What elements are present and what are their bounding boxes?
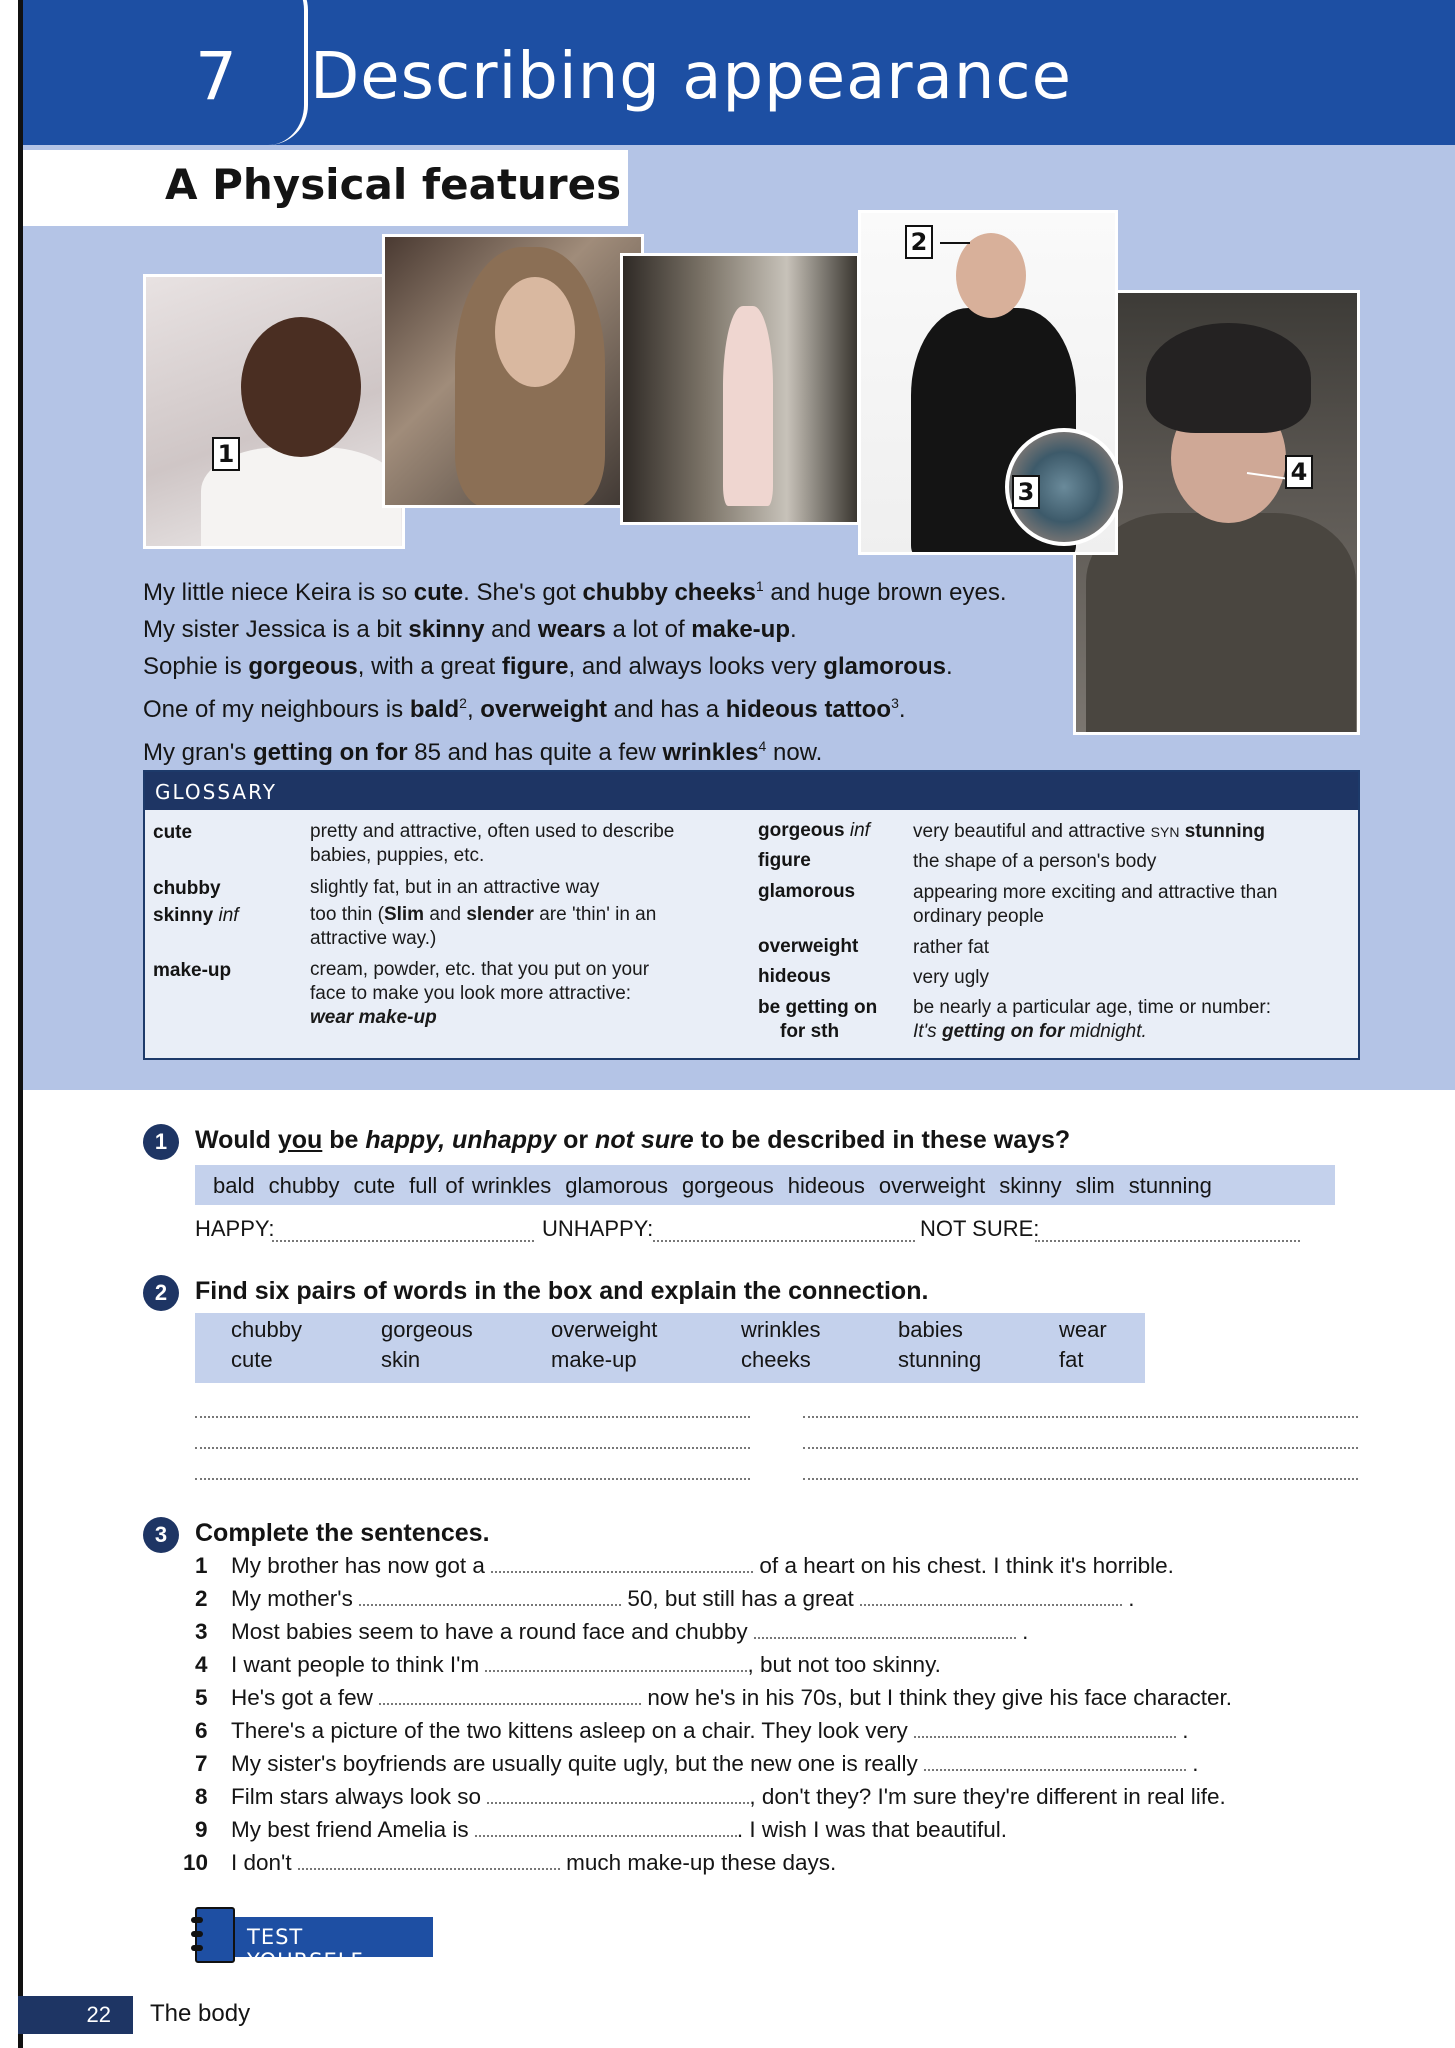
- test-yourself-button[interactable]: TEST YOURSELF: [235, 1917, 433, 1957]
- sentence-blank[interactable]: [475, 1819, 737, 1837]
- word: babies: [898, 1317, 963, 1342]
- label-happy: HAPPY:: [195, 1216, 275, 1241]
- glossary-term: overweight: [758, 936, 859, 957]
- sentence-blank[interactable]: [298, 1852, 560, 1870]
- word: stunning: [1128, 1173, 1212, 1198]
- glossary-term: cute: [153, 822, 193, 843]
- section-a-title: A Physical features: [165, 160, 622, 209]
- description-line: My gran's getting on for 85 and has quite a few wrinkles$^4$ now.: [143, 738, 823, 766]
- footer-section-label: The body: [150, 2000, 251, 2027]
- word: overweight: [878, 1173, 986, 1198]
- exercise-2-word-box: [195, 1313, 1145, 1383]
- exercise-2-title: Find six pairs of words in the box and explain the connection.: [195, 1277, 929, 1305]
- label-not-sure: NOT SURE:: [920, 1216, 1040, 1241]
- photo-glamorous-woman: [620, 253, 860, 525]
- exercise-3-number: 3: [143, 1517, 179, 1553]
- description-line: My sister Jessica is a bit skinny and wears a lot of make-up.: [143, 616, 797, 643]
- word: skinny: [999, 1173, 1062, 1198]
- word: bald: [213, 1173, 255, 1198]
- answer-line[interactable]: [195, 1447, 750, 1449]
- glossary-def: the shape of a person's body: [913, 851, 1157, 872]
- word: slim: [1075, 1173, 1115, 1198]
- sentence-blank[interactable]: [487, 1786, 749, 1804]
- sentence-blank[interactable]: [860, 1588, 1122, 1606]
- word: wrinkles: [741, 1317, 821, 1342]
- word: overweight: [551, 1317, 658, 1342]
- glossary-def: very beautiful and attractive SYN stunning: [913, 821, 1265, 842]
- word: stunning: [898, 1347, 982, 1372]
- glossary-term: skinny inf: [153, 905, 239, 926]
- word: gorgeous: [381, 1317, 473, 1342]
- answer-line[interactable]: [803, 1447, 1358, 1449]
- sentence-blank[interactable]: [924, 1753, 1186, 1771]
- sentence-9: 9 My best friend Amelia is . I wish I was that beautiful.: [195, 1817, 1007, 1842]
- sentence-blank[interactable]: [379, 1687, 641, 1705]
- glossary-def: rather fat: [913, 937, 990, 958]
- glossary-box: [143, 770, 1360, 1060]
- word: gorgeous: [682, 1173, 774, 1198]
- glossary-def: pretty and attractive, often used to describe babies, puppies, etc.: [310, 821, 675, 866]
- sentence-blank[interactable]: [754, 1621, 1016, 1639]
- word: cheeks: [741, 1347, 811, 1372]
- pointer-line: [940, 242, 970, 244]
- description-text: [143, 568, 1083, 771]
- glossary-term: chubby: [153, 878, 221, 899]
- word: hideous: [787, 1173, 865, 1198]
- glossary-heading: GLOSSARY: [145, 772, 1358, 810]
- sentence-blank[interactable]: [485, 1654, 747, 1672]
- glossary-def: too thin (Slim and slender are 'thin' in an attractive way.): [310, 904, 657, 949]
- exercise-1-title: Would you be happy, unhappy or not sure to be described in these ways?: [195, 1126, 1071, 1154]
- exercise-1-word-box: [195, 1165, 1335, 1205]
- word: cute: [231, 1347, 273, 1372]
- glossary-term: glamorous: [758, 881, 856, 902]
- photo-label-1: 1: [212, 437, 240, 471]
- page-number: 22: [18, 1996, 133, 2034]
- sentence-blank[interactable]: [359, 1588, 621, 1606]
- sentence-blank[interactable]: [491, 1555, 753, 1573]
- description-line: My little niece Keira is so cute. She's got chubby cheeks$^1$ and huge brown eyes.: [143, 578, 1007, 606]
- sentence-1: 1 My brother has now got a of a heart on his chest. I think it's horrible.: [195, 1553, 1174, 1578]
- photo-label-2: 2: [905, 225, 933, 259]
- word: skin: [381, 1347, 421, 1372]
- word: fat: [1059, 1347, 1084, 1372]
- glossary-term: make-up: [153, 960, 232, 981]
- photo-label-3: 3: [1012, 475, 1040, 509]
- word: full of wrinkles: [409, 1173, 552, 1198]
- photo-baby: [143, 274, 405, 549]
- word: wear: [1059, 1317, 1107, 1342]
- sentence-3: 3 Most babies seem to have a round face and chubby .: [195, 1619, 1029, 1644]
- word-list: [213, 1173, 1226, 1199]
- unit-title: Describing appearance: [310, 40, 1072, 114]
- sentence-10: 10 I don't much make-up these days.: [183, 1850, 837, 1875]
- answer-line[interactable]: [195, 1416, 750, 1418]
- sentence-blank[interactable]: [914, 1720, 1176, 1738]
- answer-line[interactable]: [195, 1478, 750, 1480]
- glossary-term: figure: [758, 850, 811, 871]
- word: chubby: [268, 1173, 340, 1198]
- answer-line-unhappy[interactable]: [653, 1240, 915, 1242]
- description-line: One of my neighbours is bald$^2$, overweight and has a hideous tattoo$^3$.: [143, 695, 906, 723]
- exercise-2-number: 2: [143, 1275, 179, 1311]
- word: chubby: [231, 1317, 302, 1342]
- answer-line-happy[interactable]: [272, 1240, 534, 1242]
- glossary-def: cream, powder, etc. that you put on your face to make you look more attractive: wear make-up: [310, 959, 650, 1028]
- answer-line[interactable]: [803, 1416, 1358, 1418]
- sentence-6: 6 There's a picture of the two kittens asleep on a chair. They look very .: [195, 1718, 1189, 1743]
- word: make-up: [551, 1347, 637, 1372]
- sentence-8: 8 Film stars always look so , don't they? I'm sure they're different in real life.: [195, 1784, 1226, 1809]
- header-bracket: [268, 0, 308, 145]
- glossary-def: slightly fat, but in an attractive way: [310, 877, 600, 898]
- word: cute: [353, 1173, 396, 1198]
- description-line: Sophie is gorgeous, with a great figure, and always looks very glamorous.: [143, 653, 953, 680]
- photo-woman-makeup: [382, 234, 644, 508]
- glossary-def: be nearly a particular age, time or number: It's getting on for midnight.: [913, 997, 1272, 1042]
- photo-label-4: 4: [1285, 455, 1313, 489]
- sentence-4: 4 I want people to think I'm , but not too skinny.: [195, 1652, 941, 1677]
- unit-number: 7: [195, 38, 237, 115]
- sentence-7: 7 My sister's boyfriends are usually quite ugly, but the new one is really .: [195, 1751, 1199, 1776]
- exercise-1-number: 1: [143, 1124, 179, 1160]
- glossary-term: hideous: [758, 966, 831, 987]
- glossary-def: appearing more exciting and attractive than ordinary people: [913, 882, 1278, 927]
- answer-line[interactable]: [803, 1478, 1358, 1480]
- sentence-2: 2 My mother's 50, but still has a great .: [195, 1586, 1135, 1611]
- sentence-5: 5 He's got a few now he's in his 70s, but I think they give his face character.: [195, 1685, 1233, 1710]
- glossary-term: gorgeous inf: [758, 820, 870, 841]
- exercise-3-title: Complete the sentences.: [195, 1519, 490, 1547]
- label-unhappy: UNHAPPY:: [542, 1216, 654, 1241]
- answer-line-not-sure[interactable]: [1035, 1240, 1300, 1242]
- glossary-term: be getting on for sth: [758, 997, 878, 1042]
- glossary-def: very ugly: [913, 967, 990, 988]
- word: glamorous: [565, 1173, 669, 1198]
- notebook-icon: [195, 1907, 235, 1963]
